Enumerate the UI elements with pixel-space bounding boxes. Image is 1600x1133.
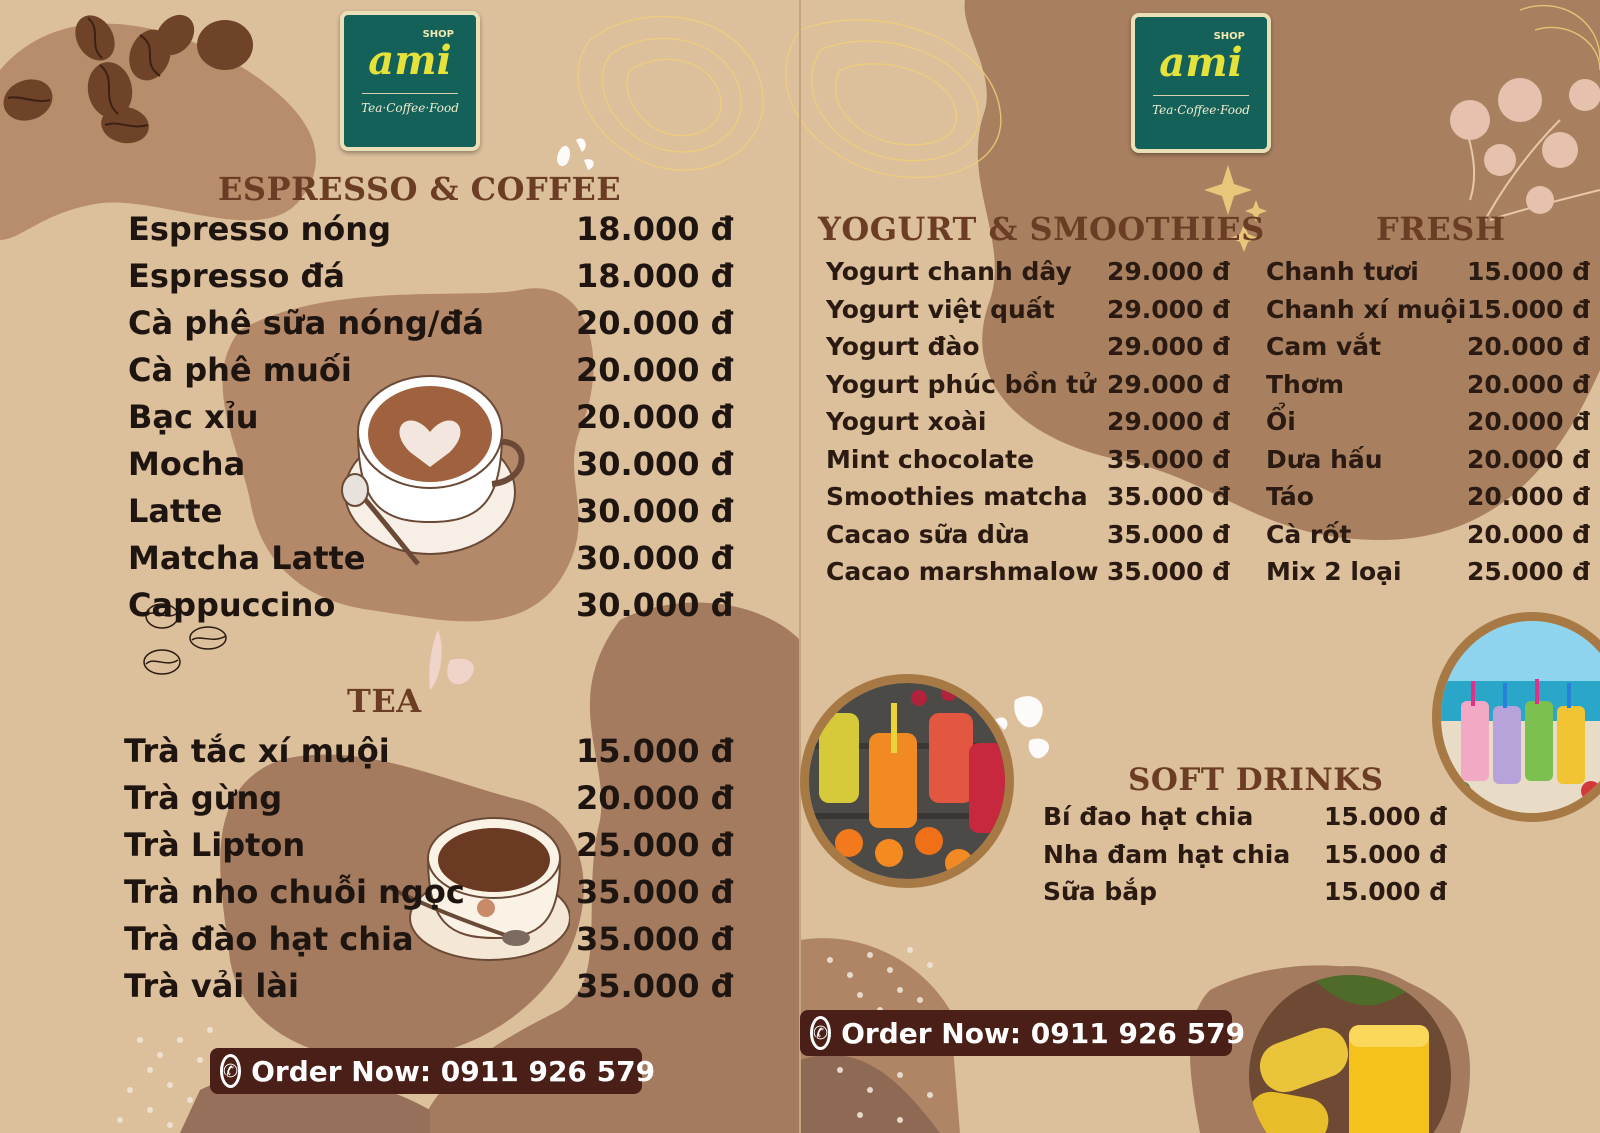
logo-divider — [1153, 95, 1249, 96]
espresso-item-price: 30.000 đ — [576, 586, 734, 624]
yogurt-item-name: Yogurt xoài — [826, 407, 987, 436]
fresh-item-name: Chanh tươi — [1266, 257, 1419, 286]
espresso-item-price: 30.000 đ — [576, 539, 734, 577]
fresh-item-price: 20.000 đ — [1467, 519, 1591, 549]
espresso-item-name: Mocha — [128, 445, 246, 483]
espresso-item-name: Espresso đá — [128, 257, 346, 295]
order-now-text: Order Now: 0911 926 579 — [251, 1054, 656, 1088]
tea-item-name: Trà vải lài — [124, 967, 299, 1005]
yogurt-item-name: Mint chocolate — [826, 444, 1035, 474]
yogurt-item-price: 29.000 đ — [1107, 294, 1231, 324]
espresso-coffee-title: ESPRESSO & COFFEE — [218, 170, 622, 208]
espresso-item-price: 30.000 đ — [576, 492, 734, 530]
yogurt-item-name: Yogurt phúc bồn tử — [826, 369, 1096, 399]
tea-item-price: 20.000 đ — [576, 779, 734, 817]
yogurt-item-name: Cacao marshmalow — [826, 557, 1099, 586]
espresso-item-price: 30.000 đ — [576, 445, 734, 483]
tea-item-name: Trà gừng — [124, 779, 283, 817]
fresh-item-name: Thơm — [1266, 369, 1345, 399]
tea-item-name: Trà nho chuỗi ngọc — [124, 873, 465, 911]
espresso-item-price: 20.000 đ — [576, 304, 734, 342]
logo-brand: ami — [1159, 39, 1243, 86]
order-now-text: Order Now: 0911 926 579 — [841, 1016, 1246, 1050]
yogurt-smoothies-title: YOGURT & SMOOTHIES — [818, 210, 1265, 248]
yogurt-item-price: 35.000 đ — [1107, 519, 1231, 549]
tea-item-name: Trà đào hạt chia — [124, 920, 414, 958]
logo-shop-label: SHOP — [422, 29, 454, 40]
fresh-item-price: 25.000 đ — [1467, 557, 1591, 586]
fresh-title: FRESH — [1376, 210, 1506, 248]
logo-shop-label: SHOP — [1213, 31, 1245, 42]
fresh-item-price: 15.000 đ — [1467, 294, 1591, 324]
logo-tagline: Tea·Coffee·Food — [361, 101, 459, 115]
yogurt-item-name: Cacao sữa dừa — [826, 519, 1030, 549]
tea-item-price: 15.000 đ — [576, 732, 734, 770]
yogurt-item-price: 35.000 đ — [1107, 444, 1231, 474]
fresh-item-name: Ổi — [1266, 407, 1296, 436]
soft-drink-item-price: 15.000 đ — [1324, 877, 1448, 906]
espresso-item-name: Cappuccino — [128, 586, 336, 624]
yogurt-item-price: 35.000 đ — [1107, 482, 1231, 511]
espresso-item-name: Cà phê muối — [128, 351, 352, 389]
espresso-item-price: 18.000 đ — [576, 210, 734, 248]
yogurt-item-price: 29.000 đ — [1107, 257, 1231, 286]
fresh-item-price: 15.000 đ — [1467, 257, 1591, 286]
phone-icon: ✆ — [810, 1016, 831, 1050]
fresh-item-price: 20.000 đ — [1467, 369, 1591, 399]
espresso-item-name: Latte — [128, 492, 223, 530]
espresso-item-name: Bạc xỉu — [128, 398, 259, 436]
tea-item-price: 35.000 đ — [576, 873, 734, 911]
espresso-item-name: Cà phê sữa nóng/đá — [128, 304, 484, 342]
yogurt-item-price: 29.000 đ — [1107, 369, 1231, 399]
fresh-item-price: 20.000 đ — [1467, 444, 1591, 474]
espresso-item-price: 20.000 đ — [576, 398, 734, 436]
fruit-juice-photo — [800, 674, 1014, 888]
yogurt-item-price: 29.000 đ — [1107, 407, 1231, 436]
logo-brand: ami — [368, 37, 452, 84]
tea-item-price: 25.000 đ — [576, 826, 734, 864]
tea-item-name: Trà tắc xí muội — [124, 732, 390, 770]
order-now-banner-right[interactable] — [800, 1010, 1246, 1056]
phone-icon: ✆ — [220, 1054, 241, 1088]
yogurt-item-name: Yogurt chanh dây — [826, 257, 1072, 286]
espresso-item-name: Espresso nóng — [128, 210, 391, 248]
soft-drinks-title: SOFT DRINKS — [1128, 762, 1384, 798]
fresh-item-name: Cam vắt — [1266, 332, 1382, 361]
tea-item-name: Trà Lipton — [124, 826, 306, 864]
soft-drink-item-price: 15.000 đ — [1324, 839, 1448, 869]
yogurt-item-name: Yogurt việt quất — [826, 294, 1055, 324]
coffee-cup-illustration — [340, 372, 530, 572]
tea-item-price: 35.000 đ — [576, 967, 734, 1005]
fresh-item-name: Dưa hấu — [1266, 444, 1383, 474]
fresh-item-price: 20.000 đ — [1467, 332, 1591, 361]
espresso-item-price: 20.000 đ — [576, 351, 734, 389]
logo-tagline: Tea·Coffee·Food — [1152, 103, 1250, 117]
yogurt-item-name: Smoothies matcha — [826, 482, 1088, 511]
shop-logo-right — [1131, 13, 1271, 153]
yogurt-item-price: 29.000 đ — [1107, 332, 1231, 361]
logo-divider — [362, 93, 458, 94]
soft-drink-item-name: Bí đao hạt chia — [1043, 802, 1254, 831]
fresh-item-price: 20.000 đ — [1467, 482, 1591, 511]
yogurt-item-name: Yogurt đào — [826, 332, 980, 361]
order-now-banner-left[interactable] — [210, 1048, 656, 1094]
fresh-item-name: Mix 2 loại — [1266, 557, 1402, 586]
espresso-item-name: Matcha Latte — [128, 539, 366, 577]
fresh-item-name: Cà rốt — [1266, 519, 1352, 549]
yogurt-item-price: 35.000 đ — [1107, 557, 1231, 586]
soft-drink-item-name: Sữa bắp — [1043, 877, 1158, 906]
tea-title: TEA — [347, 682, 422, 720]
espresso-item-price: 18.000 đ — [576, 257, 734, 295]
tea-item-price: 35.000 đ — [576, 920, 734, 958]
soft-drink-item-name: Nha đam hạt chia — [1043, 839, 1291, 869]
fresh-item-name: Táo — [1266, 482, 1314, 511]
fresh-item-price: 20.000 đ — [1467, 407, 1591, 436]
soft-drink-item-price: 15.000 đ — [1324, 802, 1448, 831]
fresh-item-name: Chanh xí muội — [1266, 294, 1467, 324]
shop-logo-left — [340, 11, 480, 151]
